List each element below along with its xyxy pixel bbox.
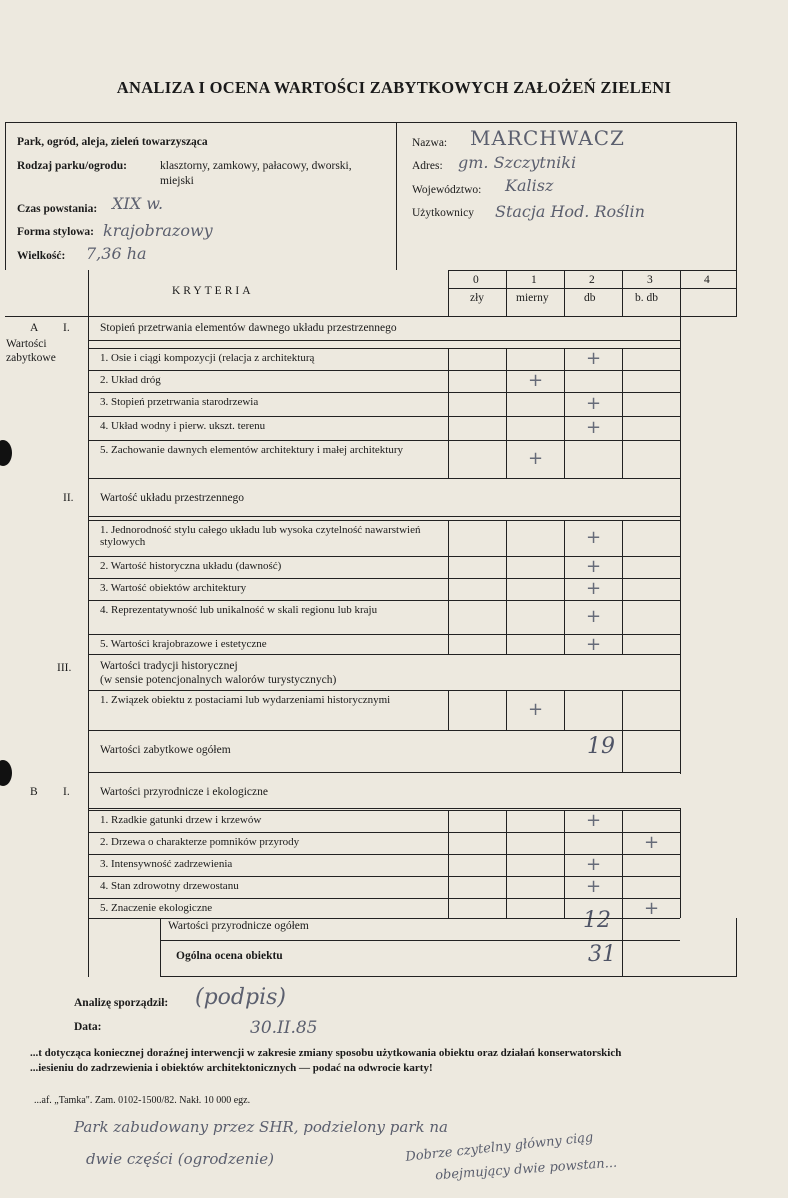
wojewodztwo-label: Województwo: bbox=[412, 184, 482, 196]
a2-roman: II. bbox=[63, 492, 74, 504]
score-mark: + bbox=[586, 810, 602, 831]
uzytkownicy-value: Stacja Hod. Roślin bbox=[495, 202, 645, 221]
score-mark: + bbox=[528, 699, 544, 720]
kryteria-header: KRYTERIA bbox=[172, 285, 254, 297]
criterion-a2-2: 2. Wartość historyczna układu (dawność) bbox=[100, 560, 282, 572]
score-mark: + bbox=[586, 417, 602, 438]
zabytkowe-total-value: 19 bbox=[587, 734, 615, 759]
criterion-a2-3: 3. Wartość obiektów architektury bbox=[100, 582, 247, 594]
adres-value: gm. Szczytniki bbox=[458, 153, 577, 172]
sporzadzil-label: Analizę sporządził: bbox=[74, 997, 169, 1009]
section-a-letter: A bbox=[30, 322, 39, 334]
col-0-num: 0 bbox=[473, 274, 479, 286]
criterion-b1-2: 2. Drzewa o charakterze pomników przyrody bbox=[100, 836, 300, 848]
hand-note-3: Dobrze czytelny główny ciąg bbox=[404, 1130, 594, 1165]
score-mark: + bbox=[586, 578, 602, 599]
section-b-letter: B bbox=[30, 786, 38, 798]
adres-label: Adres: bbox=[412, 160, 443, 172]
a3-roman: III. bbox=[57, 662, 72, 674]
criterion-b1-3: 3. Intensywność zadrzewienia bbox=[100, 858, 233, 870]
rodzaj-value-1: klasztorny, zamkowy, pałacowy, dworski, bbox=[160, 160, 352, 172]
col-1-name: mierny bbox=[516, 292, 549, 304]
page-title: ANALIZA I OCENA WARTOŚCI ZABYTKOWYCH ZAŁOŻEŃ ZIELENI bbox=[116, 78, 672, 97]
criterion-a3-1: 1. Związek obiektu z postaciami lub wydarzeniami historycznymi bbox=[100, 694, 391, 706]
print-info: ...af. „Tamka". Zam. 0102-1500/82. Nakł. 10 000 egz. bbox=[34, 1095, 251, 1106]
col-4-num: 4 bbox=[704, 274, 710, 286]
score-mark: + bbox=[586, 606, 602, 627]
score-mark: + bbox=[586, 393, 602, 414]
czas-value: XIX w. bbox=[112, 194, 164, 213]
zabytkowe-total-label: Wartości zabytkowe ogółem bbox=[100, 744, 231, 756]
ogolna-label: Ogólna ocena obiektu bbox=[176, 950, 283, 962]
wojewodztwo-value: Kalisz bbox=[505, 176, 554, 195]
data-label: Data: bbox=[74, 1021, 102, 1033]
criterion-a1-5: 5. Zachowanie dawnych elementów architektury i małej architektury bbox=[100, 444, 403, 456]
rodzaj-label: Rodzaj parku/ogrodu: bbox=[17, 160, 128, 172]
section-b-roman: I. bbox=[63, 786, 70, 798]
data-value: 30.II.85 bbox=[250, 1018, 318, 1038]
score-mark: + bbox=[644, 898, 660, 919]
nazwa-value: MARCHWACZ bbox=[470, 126, 625, 150]
signature: (podpis) bbox=[195, 985, 286, 1010]
score-mark: + bbox=[586, 634, 602, 655]
col-2-name: db bbox=[584, 292, 596, 304]
col-3-name: b. db bbox=[635, 292, 658, 304]
hand-note-4: obejmujący dwie powstan... bbox=[434, 1155, 618, 1184]
hand-note-2: dwie części (ogrodzenie) bbox=[86, 1150, 274, 1168]
a3-heading-1: Wartości tradycji historycznej bbox=[100, 660, 238, 672]
park-label: Park, ogród, aleja, zieleń towarzysząca bbox=[17, 136, 208, 148]
punch-hole-bottom bbox=[0, 760, 12, 786]
a2-heading: Wartość układu przestrzennego bbox=[100, 492, 245, 504]
criterion-a2-5: 5. Wartości krajobrazowe i estetyczne bbox=[100, 638, 267, 650]
section-a-title-1: Wartości bbox=[6, 338, 47, 350]
score-mark: + bbox=[586, 876, 602, 897]
score-mark: + bbox=[528, 370, 544, 391]
przyrodnicze-total-value: 12 bbox=[583, 908, 611, 933]
criterion-a1-1: 1. Osie i ciągi kompozycji (relacja z architekturą bbox=[100, 352, 315, 364]
score-mark: + bbox=[586, 854, 602, 875]
ogolna-value: 31 bbox=[588, 942, 616, 967]
criterion-a2-1: 1. Jednorodność stylu całego układu lub wysoka czytelność nawarstwień stylowych bbox=[100, 524, 421, 548]
czas-label: Czas powstania: bbox=[17, 203, 98, 215]
criterion-a2-4: 4. Reprezentatywność lub unikalność w skali regionu lub kraju bbox=[100, 604, 378, 616]
criterion-a1-4: 4. Układ wodny i pierw. ukszt. terenu bbox=[100, 420, 266, 432]
nazwa-label: Nazwa: bbox=[412, 137, 448, 149]
wielkosc-value: 7,36 ha bbox=[86, 244, 147, 263]
criterion-b1-1: 1. Rzadkie gatunki drzew i krzewów bbox=[100, 814, 262, 826]
wielkosc-label: Wielkość: bbox=[17, 250, 66, 262]
punch-hole-top bbox=[0, 440, 12, 466]
note-line-2: ...iesieniu do zadrzewienia i obiektów architektonicznych — podać na odwrocie karty! bbox=[30, 1062, 433, 1074]
col-2-num: 2 bbox=[589, 274, 595, 286]
score-mark: + bbox=[586, 556, 602, 577]
col-0-name: zły bbox=[470, 292, 485, 304]
forma-label: Forma stylowa: bbox=[17, 226, 94, 238]
score-mark: + bbox=[528, 448, 544, 469]
a1-heading: Stopień przetrwania elementów dawnego układu przestrzennego bbox=[100, 322, 397, 334]
b1-heading: Wartości przyrodnicze i ekologiczne bbox=[100, 786, 268, 798]
section-a-title-2: zabytkowe bbox=[6, 352, 56, 364]
score-mark: + bbox=[644, 832, 660, 853]
col-1-num: 1 bbox=[531, 274, 537, 286]
hand-note-1: Park zabudowany przez SHR, podzielony park na bbox=[74, 1118, 448, 1136]
criterion-a1-2: 2. Układ dróg bbox=[100, 374, 161, 386]
score-mark: + bbox=[586, 348, 602, 369]
note-line-1: ...t dotycząca koniecznej doraźnej interwencji w zakresie zmiany sposobu użytkowania obiektu oraz działań konserwatorskich bbox=[30, 1047, 622, 1059]
criterion-a1-3: 3. Stopień przetrwania starodrzewia bbox=[100, 396, 259, 408]
forma-value: krajobrazowy bbox=[103, 221, 213, 240]
section-a-roman: I. bbox=[63, 322, 70, 334]
a3-heading-2: (w sensie potencjonalnych walorów turystycznych) bbox=[100, 674, 337, 686]
score-mark: + bbox=[586, 527, 602, 548]
criterion-b1-5: 5. Znaczenie ekologiczne bbox=[100, 902, 213, 914]
criterion-b1-4: 4. Stan zdrowotny drzewostanu bbox=[100, 880, 239, 892]
uzytkownicy-label: Użytkownicy bbox=[412, 207, 474, 219]
rodzaj-value-2: miejski bbox=[160, 175, 194, 187]
col-3-num: 3 bbox=[647, 274, 653, 286]
przyrodnicze-total-label: Wartości przyrodnicze ogółem bbox=[168, 920, 309, 932]
